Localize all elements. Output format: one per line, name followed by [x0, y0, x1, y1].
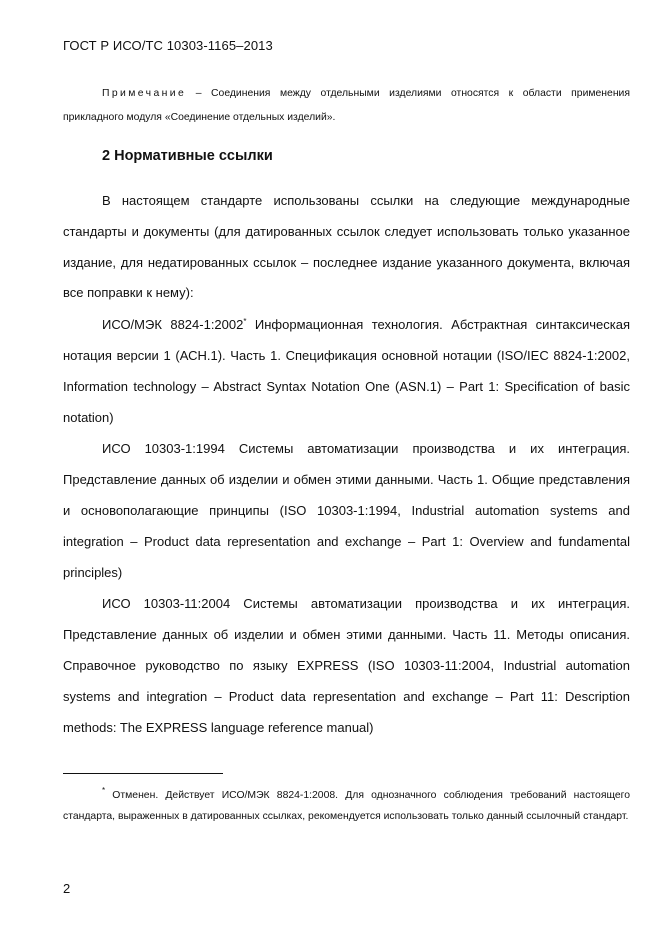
section-body: [63, 186, 630, 743]
reference-text: Системы автоматизации производства и их интеграция. Представление данных об изделии и обмен этими данными. Часть 11. Методы описания. Справочное руководство по языку EXPRESS (ISO 10303-11:2004, Industrial automation systems and integration – Product data representation and exchange – Part 11: Description methods: The EXPRESS language reference manual): [63, 596, 630, 735]
section-heading: 2 Нормативные ссылки: [102, 148, 273, 164]
reference-text: Информационная технология. Абстрактная синтаксическая нотация версии 1 (АСН.1). Часть 1. Спецификация основной нотации (ISO/IEC 8824-1:2002, Information technology – Abstract Syntax Notation One (ASN.1) – Part 1: Specification of basic notation): [63, 317, 631, 425]
note-paragraph: [63, 82, 630, 130]
reference-text: Системы автоматизации производства и их интеграция. Представление данных об изделии и обмен этими данными. Часть 1. Общие представления и основополагающие принципы (ISO 10303-1:1994, Industrial automation systems and integration – Product data representation and exchange – Part 1: Overview and fundamental principles): [63, 441, 630, 580]
page-number: 2: [63, 881, 71, 896]
footnote: [63, 785, 630, 827]
footnote-text: Отменен. Действует ИСО/МЭК 8824-1:2008. Для однозначного соблюдения требований настоящего стандарта, выраженных в датированных ссылках, рекомендуется использовать только данный ссылочный стандарт.: [63, 790, 630, 822]
footnote-divider: [63, 773, 223, 774]
note-text: – Соединения между отдельными изделиями относятся к области применения прикладного модуля «Соединение отдельных изделий».: [63, 88, 630, 123]
note-label: Примечание: [102, 88, 187, 99]
reference-item: [63, 434, 630, 588]
reference-item: [63, 310, 630, 433]
footnote-marker: *: [243, 317, 247, 327]
reference-code: ИСО/МЭК 8824-1:2002: [102, 317, 244, 333]
footnote-mark: *: [102, 786, 106, 795]
reference-code: ИСО 10303-11:2004: [102, 596, 231, 612]
document-header: ГОСТ Р ИСО/ТС 10303-1165–2013: [63, 38, 273, 53]
reference-item: [63, 589, 630, 743]
intro-paragraph: В настоящем стандарте использованы ссылки на следующие международные стандарты и документы (для датированных ссылок следует использовать только указанное издание, для недатированных ссылок – последнее издание указанного документа, включая все поправки к нему):: [63, 193, 630, 301]
footnote-paragraph: [63, 785, 630, 827]
reference-code: ИСО 10303-1:1994: [102, 441, 225, 457]
